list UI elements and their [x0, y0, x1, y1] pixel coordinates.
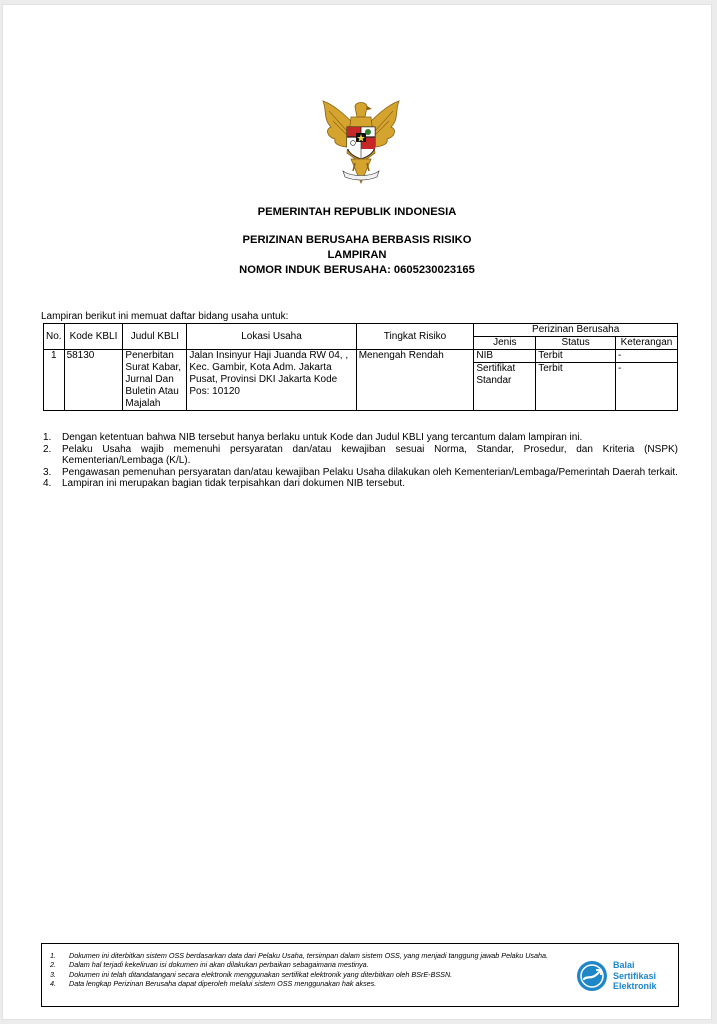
garuda-pancasila-emblem [317, 97, 405, 193]
footer-note [50, 960, 574, 969]
footer-notes [50, 951, 574, 988]
table-row [44, 350, 678, 363]
footer-note-text: Dokumen ini telah ditandatangani secara elektronik menggunakan sertifikat elektronik yang diterbitkan oleh BSrE-BSSN. [69, 969, 453, 979]
cell-kode-kbli: 58130 [64, 350, 123, 411]
footer-note-text: Data lengkap Perizinan Berusaha dapat diperoleh melalui sistem OSS menggunakan hak akses. [69, 978, 377, 988]
header-jenis: Jenis [474, 337, 536, 350]
footer-note-number: 4. [50, 978, 56, 988]
provisions-list [43, 432, 678, 490]
list-item [43, 432, 678, 444]
kbli-table [43, 323, 678, 411]
list-item [43, 467, 678, 479]
header-keterangan: Keterangan [616, 337, 678, 350]
cell-status: Terbit [536, 350, 616, 363]
cell-status: Terbit [536, 363, 616, 411]
header-tingkat-risiko: Tingkat Risiko [356, 324, 474, 350]
footer-note-number: 3. [50, 969, 56, 979]
list-item-text: Dengan ketentuan bahwa NIB tersebut hanya berlaku untuk Kode dan Judul KBLI yang tercantum dalam lampiran ini. [62, 432, 583, 443]
footer-note-text: Dokumen ini diterbitkan sistem OSS berdasarkan data dari Pelaku Usaha, tersimpan dalam sistem OSS, yang menjadi tanggung jawab Pelaku Usaha. [69, 951, 549, 960]
footer-note [50, 951, 574, 960]
nib-number: NOMOR INDUK BERUSAHA: 0605230023165 [239, 264, 475, 276]
bsre-logo [575, 956, 673, 996]
cell-no: 1 [44, 350, 65, 411]
bsre-line-3: Elektronik [613, 981, 657, 992]
cell-keterangan: - [616, 350, 678, 363]
cell-jenis: NIB [474, 350, 536, 363]
cell-keterangan: - [616, 363, 678, 411]
bsre-line-1: Balai [613, 960, 635, 971]
list-item-text: Lampiran ini merupakan bagian tidak terpisahkan dari dokumen NIB tersebut. [62, 478, 405, 489]
header-perizinan-berusaha: Perizinan Berusaha [474, 324, 678, 337]
intro-text: Lampiran berikut ini memuat daftar bidang usaha untuk: [41, 311, 289, 322]
cell-tingkat-risiko: Menengah Rendah [356, 350, 474, 411]
header-no: No. [44, 324, 65, 350]
list-item-text: Pelaku Usaha wajib memenuhi persyaratan dan/atau kewajiban sesuai Norma, Standar, Prosedur, dan Kriteria (NSPK) Kementerian/Lembaga (K/L). [62, 443, 678, 466]
cell-judul-kbli: Penerbitan Surat Kabar, Jurnal Dan Buletin Atau Majalah [123, 350, 187, 411]
list-item [43, 444, 678, 467]
document-subtitle: LAMPIRAN [327, 249, 387, 261]
footer-note-number: 2. [50, 960, 56, 970]
header-status: Status [536, 337, 616, 350]
footer-box [41, 943, 679, 1007]
header-lokasi-usaha: Lokasi Usaha [187, 324, 356, 350]
cell-lokasi-usaha: Jalan Insinyur Haji Juanda RW 04, , Kec. Gambir, Kota Adm. Jakarta Pusat, Provinsi DKI Jakarta Kode Pos: 10120 [187, 350, 356, 411]
list-item-text: Pengawasan pemenuhan persyaratan dan/atau kewajiban Pelaku Usaha dilakukan oleh Kementerian/Lembaga/Pemerintah Daerah terkait. [62, 466, 678, 478]
list-item-number: 1. [43, 432, 52, 443]
bsre-line-2: Sertifikasi [613, 970, 657, 981]
bsre-seal-icon [575, 959, 609, 993]
footer-note-number: 1. [50, 951, 56, 960]
header-kode-kbli: Kode KBLI [64, 324, 123, 350]
list-item-number: 3. [43, 466, 52, 478]
list-item [43, 478, 678, 490]
bsre-logo-text [613, 960, 657, 992]
document-page [2, 4, 712, 1020]
footer-note-text: Dalam hal terjadi kekeliruan isi dokumen ini akan dilakukan perbaikan sebagaimana mestinya. [69, 960, 369, 970]
footer-note [50, 970, 574, 979]
table-header-row [44, 324, 678, 337]
government-heading: PEMERINTAH REPUBLIK INDONESIA [257, 206, 457, 218]
cell-jenis: Sertifikat Standar [474, 363, 536, 411]
document-title: PERIZINAN BERUSAHA BERBASIS RISIKO [242, 234, 472, 246]
header-judul-kbli: Judul KBLI [123, 324, 187, 350]
list-item-number: 4. [43, 478, 52, 489]
footer-note [50, 979, 574, 988]
list-item-number: 2. [43, 443, 52, 455]
